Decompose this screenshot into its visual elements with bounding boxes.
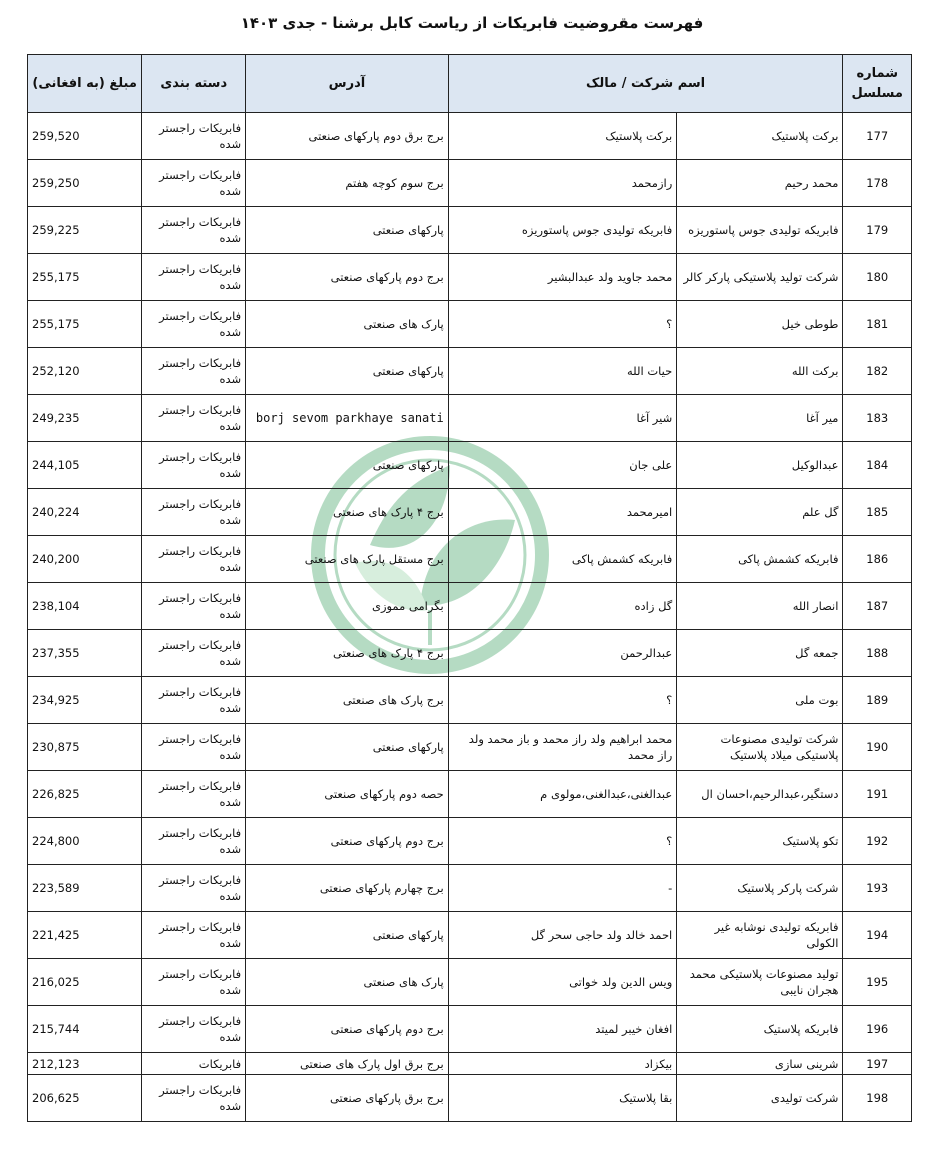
table-row — [28, 207, 912, 254]
category-cell: فابریکات راجستر شده — [142, 630, 246, 677]
owner-cell: رازمحمد — [448, 160, 677, 207]
address-cell: پارک های صنعتی — [246, 959, 449, 1006]
category-cell: فابریکات راجستر شده — [142, 113, 246, 160]
address-cell: برج ۴ پارک های صنعتی — [246, 489, 449, 536]
category-cell: فابریکات راجستر شده — [142, 348, 246, 395]
amount-cell: 212,123 — [28, 1053, 142, 1075]
category-cell: فابریکات راجستر شده — [142, 207, 246, 254]
table-row — [28, 1006, 912, 1053]
amount-cell: 238,104 — [28, 583, 142, 630]
table-row — [28, 395, 912, 442]
owner-cell: بقا پلاستیک — [448, 1075, 677, 1122]
category-cell: فابریکات راجستر شده — [142, 771, 246, 818]
table-row — [28, 912, 912, 959]
owner-cell: محمد ابراهیم ولد راز محمد و باز محمد ولد راز محمد — [448, 724, 677, 771]
company-cell: انصار الله — [677, 583, 843, 630]
table-row — [28, 630, 912, 677]
serial-cell: 179 — [843, 207, 912, 254]
amount-cell: 259,225 — [28, 207, 142, 254]
table-row — [28, 771, 912, 818]
amount-cell: 224,800 — [28, 818, 142, 865]
category-cell: فابریکات راجستر شده — [142, 254, 246, 301]
company-cell: فابریکه تولیدی نوشابه غیر الکولی — [677, 912, 843, 959]
amount-cell: 221,425 — [28, 912, 142, 959]
serial-cell: 188 — [843, 630, 912, 677]
header-serial: شماره مسلسل — [843, 55, 912, 113]
amount-cell: 259,520 — [28, 113, 142, 160]
owner-cell: - — [448, 865, 677, 912]
table-row — [28, 113, 912, 160]
page-title: فهرست مقروضیت فابریکات از ریاست کابل برشنا - جدی ۱۴۰۳ — [240, 14, 704, 32]
table-row — [28, 1075, 912, 1122]
company-cell: میر آغا — [677, 395, 843, 442]
owner-cell: فابریکه کشمش پاکی — [448, 536, 677, 583]
address-cell: برج دوم پارکهای صنعتی — [246, 818, 449, 865]
owner-cell: احمد خالد ولد حاجی سحر گل — [448, 912, 677, 959]
company-cell: شرکت تولیدی — [677, 1075, 843, 1122]
category-cell: فابریکات راجستر شده — [142, 395, 246, 442]
address-cell: پارکهای صنعتی — [246, 348, 449, 395]
category-cell: فابریکات راجستر شده — [142, 442, 246, 489]
amount-cell: 237,355 — [28, 630, 142, 677]
serial-cell: 180 — [843, 254, 912, 301]
table-row — [28, 724, 912, 771]
address-cell: پارکهای صنعتی — [246, 724, 449, 771]
header-amount: مبلغ (به افغانی) — [28, 55, 142, 113]
owner-cell: امیرمحمد — [448, 489, 677, 536]
category-cell: فابریکات — [142, 1053, 246, 1075]
address-cell: برج برق دوم پارکهای صنعتی — [246, 113, 449, 160]
serial-cell: 178 — [843, 160, 912, 207]
address-cell: حصه دوم پارکهای صنعتی — [246, 771, 449, 818]
serial-cell: 195 — [843, 959, 912, 1006]
company-cell: عبدالوکیل — [677, 442, 843, 489]
table-row — [28, 865, 912, 912]
amount-cell: 240,200 — [28, 536, 142, 583]
category-cell: فابریکات راجستر شده — [142, 818, 246, 865]
company-cell: فابریکه تولیدی جوس پاستوریزه — [677, 207, 843, 254]
company-cell: محمد رحیم — [677, 160, 843, 207]
serial-cell: 185 — [843, 489, 912, 536]
amount-cell: 255,175 — [28, 254, 142, 301]
amount-cell: 252,120 — [28, 348, 142, 395]
address-cell — [246, 395, 449, 442]
company-cell: شرکت تولید پلاستیکی پارکر کالر — [677, 254, 843, 301]
amount-cell: 259,250 — [28, 160, 142, 207]
amount-cell: 206,625 — [28, 1075, 142, 1122]
amount-cell: 255,175 — [28, 301, 142, 348]
category-cell: فابریکات راجستر شده — [142, 865, 246, 912]
owner-cell: گل زاده — [448, 583, 677, 630]
table-row — [28, 1053, 912, 1075]
category-cell: فابریکات راجستر شده — [142, 301, 246, 348]
table-row — [28, 583, 912, 630]
amount-cell: 226,825 — [28, 771, 142, 818]
address-cell: پارکهای صنعتی — [246, 207, 449, 254]
amount-cell: 223,589 — [28, 865, 142, 912]
owner-cell: شیر آغا — [448, 395, 677, 442]
company-cell: طوطی خیل — [677, 301, 843, 348]
serial-cell: 196 — [843, 1006, 912, 1053]
table-row — [28, 536, 912, 583]
category-cell: فابریکات راجستر شده — [142, 724, 246, 771]
serial-cell: 191 — [843, 771, 912, 818]
debt-table — [27, 54, 912, 1122]
serial-cell: 190 — [843, 724, 912, 771]
category-cell: فابریکات راجستر شده — [142, 1006, 246, 1053]
address-cell: برج مستقل پارک های صنعتی — [246, 536, 449, 583]
address-cell: پارک های صنعتی — [246, 301, 449, 348]
serial-cell: 194 — [843, 912, 912, 959]
category-cell: فابریکات راجستر شده — [142, 489, 246, 536]
address-cell: پارکهای صنعتی — [246, 442, 449, 489]
address-cell: برج برق پارکهای صنعتی — [246, 1075, 449, 1122]
owner-cell: فابریکه تولیدی جوس پاستوریزه — [448, 207, 677, 254]
header-company-owner: اسم شرکت / مالک — [448, 55, 843, 113]
category-cell: فابریکات راجستر شده — [142, 912, 246, 959]
owner-cell: عبدالرحمن — [448, 630, 677, 677]
company-cell: شرکت پارکر پلاستیک — [677, 865, 843, 912]
serial-cell: 182 — [843, 348, 912, 395]
owner-cell: حیات الله — [448, 348, 677, 395]
company-cell: تولید مصنوعات پلاستیکی محمد هجران نایبی — [677, 959, 843, 1006]
company-cell: جمعه گل — [677, 630, 843, 677]
company-cell: برکت الله — [677, 348, 843, 395]
amount-cell: 249,235 — [28, 395, 142, 442]
owner-cell: علی جان — [448, 442, 677, 489]
category-cell: فابریکات راجستر شده — [142, 677, 246, 724]
category-cell: فابریکات راجستر شده — [142, 959, 246, 1006]
header-category: دسته بندی — [142, 55, 246, 113]
address-cell: بگرامی مموزی — [246, 583, 449, 630]
table-row — [28, 959, 912, 1006]
serial-cell: 197 — [843, 1053, 912, 1075]
table-row — [28, 489, 912, 536]
serial-cell: 198 — [843, 1075, 912, 1122]
amount-cell: 240,224 — [28, 489, 142, 536]
category-cell: فابریکات راجستر شده — [142, 1075, 246, 1122]
company-cell: شرکت تولیدی مصنوعات پلاستیکی میلاد پلاستیک — [677, 724, 843, 771]
amount-cell: 216,025 — [28, 959, 142, 1006]
table-row — [28, 677, 912, 724]
amount-cell: 244,105 — [28, 442, 142, 489]
table-row — [28, 818, 912, 865]
header-row — [28, 55, 912, 113]
company-cell: شرینی سازی — [677, 1053, 843, 1075]
company-cell: تکو پلاستیک — [677, 818, 843, 865]
amount-cell: 215,744 — [28, 1006, 142, 1053]
owner-cell: ؟ — [448, 818, 677, 865]
category-cell: فابریکات راجستر شده — [142, 536, 246, 583]
table-row — [28, 254, 912, 301]
serial-cell: 187 — [843, 583, 912, 630]
serial-cell: 183 — [843, 395, 912, 442]
category-cell: فابریکات راجستر شده — [142, 160, 246, 207]
serial-cell: 186 — [843, 536, 912, 583]
amount-cell: 234,925 — [28, 677, 142, 724]
table-row — [28, 160, 912, 207]
header-address: آدرس — [246, 55, 449, 113]
owner-cell: ؟ — [448, 677, 677, 724]
serial-cell: 192 — [843, 818, 912, 865]
owner-cell: محمد جاوید ولد عبدالبشیر — [448, 254, 677, 301]
serial-cell: 193 — [843, 865, 912, 912]
owner-cell: ؟ — [448, 301, 677, 348]
table-body — [28, 113, 912, 1122]
company-cell: گل علم — [677, 489, 843, 536]
category-cell: فابریکات راجستر شده — [142, 583, 246, 630]
company-cell: دستگیر،عبدالرحیم،احسان ال — [677, 771, 843, 818]
owner-cell: برکت پلاستیک — [448, 113, 677, 160]
owner-cell: افغان خیبر لمیتد — [448, 1006, 677, 1053]
table-row — [28, 348, 912, 395]
address-cell: برج چهارم پارکهای صنعتی — [246, 865, 449, 912]
table-row — [28, 301, 912, 348]
serial-cell: 177 — [843, 113, 912, 160]
owner-cell: ویس الدین ولد خواتی — [448, 959, 677, 1006]
address-cell: برج سوم کوچه هفتم — [246, 160, 449, 207]
address-cell: برج ۴ پارک های صنعتی — [246, 630, 449, 677]
company-cell: بوت ملی — [677, 677, 843, 724]
address-latin-text: borj sevom parkhaye sanati — [255, 411, 444, 425]
amount-cell: 230,875 — [28, 724, 142, 771]
company-cell: فابریکه کشمش پاکی — [677, 536, 843, 583]
serial-cell: 189 — [843, 677, 912, 724]
owner-cell: بیکزاد — [448, 1053, 677, 1075]
serial-cell: 181 — [843, 301, 912, 348]
address-cell: برج دوم پارکهای صنعتی — [246, 1006, 449, 1053]
table-row — [28, 442, 912, 489]
company-cell: فابریکه پلاستیک — [677, 1006, 843, 1053]
address-cell: برج پارک های صنعتی — [246, 677, 449, 724]
address-cell: برج دوم پارکهای صنعتی — [246, 254, 449, 301]
company-cell: برکت پلاستیک — [677, 113, 843, 160]
serial-cell: 184 — [843, 442, 912, 489]
address-cell: پارکهای صنعتی — [246, 912, 449, 959]
address-cell: برج برق اول پارک های صنعتی — [246, 1053, 449, 1075]
owner-cell: عبدالغنی،عبدالغنی،مولوی م — [448, 771, 677, 818]
